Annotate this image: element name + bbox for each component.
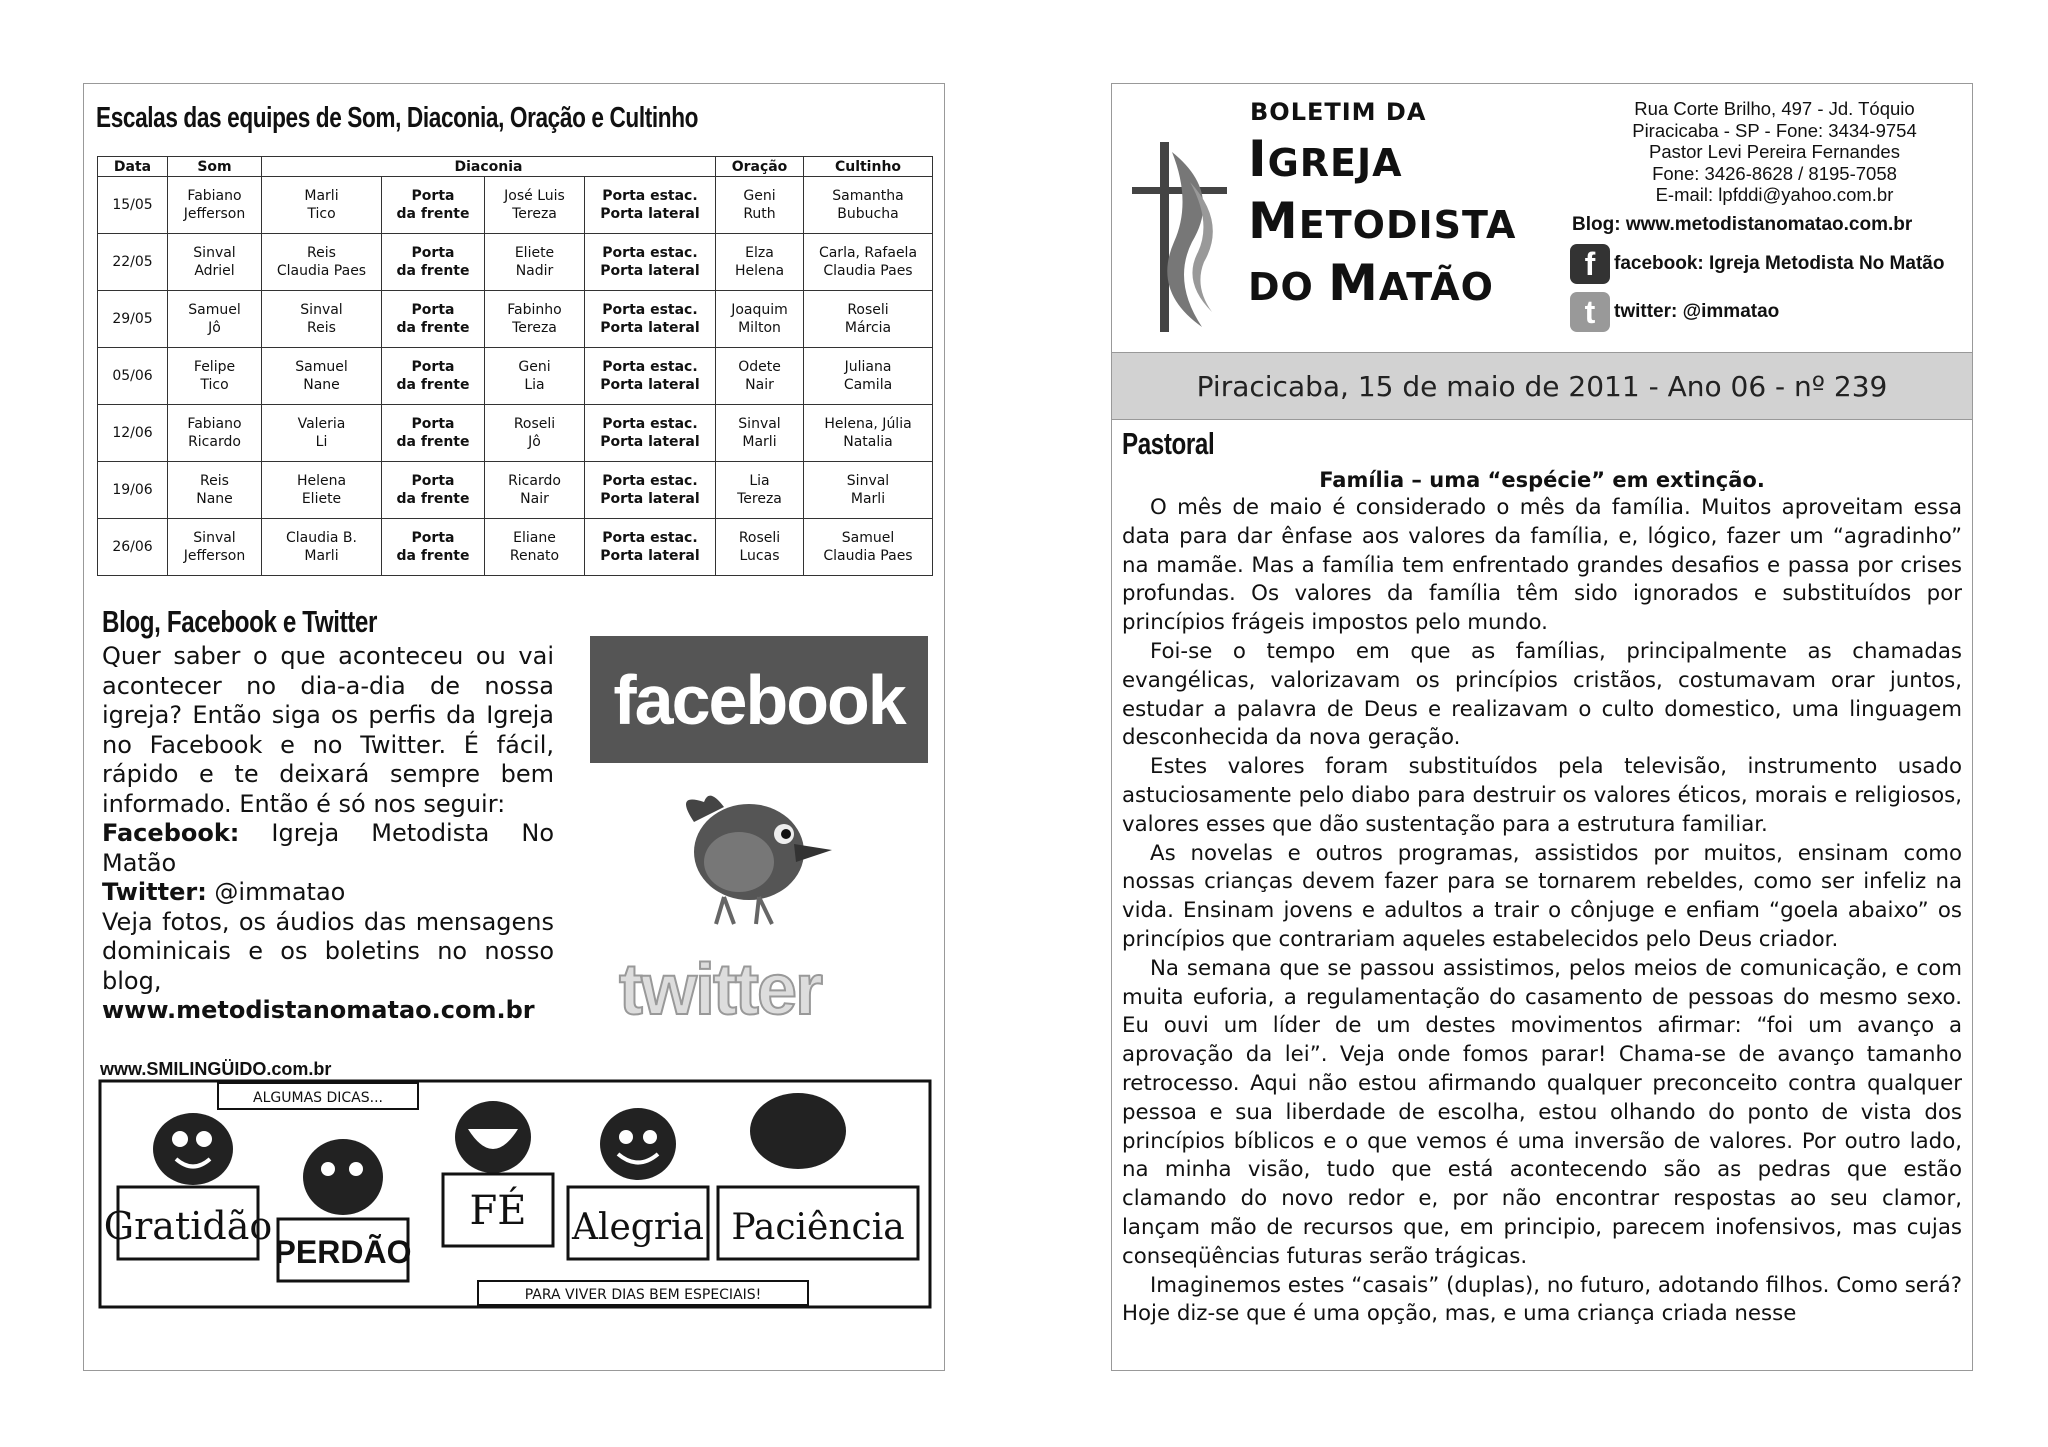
cell-d4 (585, 348, 716, 405)
cell-line: Reis (200, 473, 229, 489)
twitter-link-text: twitter: @immatao (1614, 301, 1780, 322)
title-metodista-cap: M (1248, 192, 1299, 250)
cell-d3 (485, 519, 585, 576)
cell-oracao (716, 462, 804, 519)
article-paragraph: O mês de maio é considerado o mês da família. Muitos aproveitam essa data para dar ênfase aos valores da família, e, lógico, fazer um “agradinho” na mamãe. Mas a família tem enfrentado grandes desafios e passa por crises profundas. Os valores da família têm sido ignorados e substituídos por princípios frágeis impostos pelo mundo. (1122, 495, 1962, 636)
cell-d2 (382, 519, 485, 576)
title-igreja (1248, 130, 1403, 188)
cell-date: 05/06 (98, 348, 168, 405)
cell-line: Marli (304, 548, 339, 564)
cell-line: Marli (304, 188, 339, 204)
cell-line: Joaquim (731, 302, 788, 318)
cell-line: Jô (528, 434, 541, 450)
cell-line: Sinval (738, 416, 781, 432)
sign-gratidao: Gratidão (103, 1204, 273, 1248)
cell-line: Porta estac. (602, 245, 698, 261)
cell-line: Porta lateral (600, 320, 700, 336)
schedule-body (98, 177, 933, 576)
cell-line: da frente (396, 377, 470, 393)
cell-line: Helena, Júlia (824, 416, 912, 432)
cell-line: Porta estac. (602, 188, 698, 204)
cell-som (168, 348, 262, 405)
cell-line: Porta lateral (600, 434, 700, 450)
sign-alegria: Alegria (571, 1207, 705, 1248)
cell-d2 (382, 291, 485, 348)
cell-line: Porta (411, 530, 455, 546)
cell-line: Nair (520, 491, 549, 507)
cell-line: Lucas (739, 548, 780, 564)
cell-oracao (716, 234, 804, 291)
title-do: DO (1248, 265, 1329, 309)
article-body (1122, 494, 1962, 1329)
twitter-logo-text: twitter (619, 950, 821, 1030)
cell-line: Carla, Rafaela (818, 245, 918, 261)
facebook-label: Facebook: (102, 819, 240, 847)
cell-line: Porta estac. (602, 302, 698, 318)
title-igreja-rest: GREJA (1267, 141, 1403, 185)
schedule-title: Escalas das equipes de Som, Diaconia, Oração e Cultinho (96, 102, 699, 134)
table-header-row (98, 157, 933, 177)
cell-som (168, 234, 262, 291)
blog-twitter-line (102, 878, 554, 908)
article-paragraph: Imaginemos estes “casais” (duplas), no futuro, adotando filhos. Como será? Hoje diz-se que é uma opção, mas, e uma criança criada nesse (1122, 1272, 1962, 1327)
cell-line: Elza (745, 245, 774, 261)
cell-line: Porta lateral (600, 548, 700, 564)
cell-line: Eliane (513, 530, 556, 546)
contact-city-phone: Piracicaba - SP - Fone: 3434-9754 (1632, 119, 1917, 141)
cell-d4 (585, 234, 716, 291)
cell-d1 (262, 462, 382, 519)
cell-line: Renato (509, 548, 560, 564)
cell-line: Natalia (843, 434, 893, 450)
cell-line: Claudia Paes (823, 548, 913, 564)
cell-line: da frente (396, 548, 470, 564)
blog-url-text: www.metodistanomatao.com.br (102, 996, 535, 1024)
cell-d2 (382, 405, 485, 462)
left-page (83, 83, 945, 1371)
cell-d3 (485, 291, 585, 348)
cell-oracao (716, 291, 804, 348)
cell-d2 (382, 348, 485, 405)
table-row (98, 519, 933, 576)
cell-cultinho (804, 519, 933, 576)
cell-line: Lia (524, 377, 545, 393)
blog-intro: Quer saber o que aconteceu ou vai acontecer no dia-a-dia de nossa igreja? Então siga os perfis da Igreja no Facebook e no Twitter. É fácil, rápido e te deixará sempre bem informado. Então é só nos seguir: (102, 642, 554, 818)
cell-line: Nane (196, 491, 233, 507)
twitter-link[interactable] (1570, 292, 1779, 332)
cell-d1 (262, 348, 382, 405)
cell-line: Tereza (737, 491, 782, 507)
cell-line: Porta (411, 302, 455, 318)
cell-d3 (485, 462, 585, 519)
issue-date: Piracicaba, 15 de maio de 2011 - Ano 06 - nº 239 (1196, 369, 1888, 403)
cell-line: Camila (843, 377, 893, 393)
cell-som (168, 177, 262, 234)
table-row (98, 234, 933, 291)
cell-d2 (382, 177, 485, 234)
cell-date: 12/06 (98, 405, 168, 462)
title-igreja-cap: I (1248, 130, 1268, 188)
cell-cultinho (804, 291, 933, 348)
comic-site: www.SMILINGÜIDO.com.br (100, 1059, 332, 1079)
cell-line: Felipe (193, 359, 236, 375)
cell-som (168, 519, 262, 576)
title-matao-cap: M (1328, 254, 1379, 312)
cell-line: Reis (307, 320, 336, 336)
cell-line: Samuel (188, 302, 241, 318)
cell-line: Ruth (743, 206, 776, 222)
article-paragraph: Estes valores foram substituídos pela televisão, instrumento usado astuciosamente pelo diabo para destruir os valores éticos, morais e religiosos, valores esses que dão sustentação para a estrutura familiar. (1122, 754, 1962, 837)
cell-line: Fabiano (187, 188, 242, 204)
issue-date-bar (1112, 352, 1972, 420)
cell-line: Nane (303, 377, 340, 393)
cell-line: Claudia B. (286, 530, 357, 546)
cell-date: 15/05 (98, 177, 168, 234)
facebook-logo-text: facebook (613, 660, 905, 739)
twitter-icon: t (1570, 292, 1610, 332)
cell-line: Tico (200, 377, 229, 393)
cell-line: Eliete (514, 245, 555, 261)
cell-line: Geni (518, 359, 551, 375)
title-matao-rest: ATÃO (1378, 265, 1494, 309)
cell-line: Claudia Paes (276, 263, 367, 279)
table-row (98, 348, 933, 405)
cell-d3 (485, 234, 585, 291)
cell-line: Sinval (193, 245, 236, 261)
title-metodista-rest: ETODISTA (1298, 203, 1517, 247)
header-cultinho: Cultinho (804, 157, 933, 177)
cell-line: Porta lateral (600, 206, 700, 222)
cell-line: Porta (411, 188, 455, 204)
cell-line: Claudia Paes (823, 263, 913, 279)
cell-line: Helena (734, 263, 785, 279)
facebook-logo (590, 636, 928, 763)
cell-line: Lia (749, 473, 770, 489)
facebook-link-text: facebook: Igreja Metodista No Matão (1614, 253, 1945, 274)
title-do-matao (1248, 254, 1494, 312)
cell-cultinho (804, 177, 933, 234)
cell-cultinho (804, 462, 933, 519)
schedule-table (97, 156, 933, 576)
table-row (98, 405, 933, 462)
contact-email: E-mail: lpfddi@yahoo.com.br (1655, 184, 1894, 205)
comic-strip (98, 1059, 932, 1309)
article-paragraph: Foi-se o tempo em que as famílias, principalmente as chamadas evangélicas, valorizavam os princípios cristãos, costumavam orar juntos, estudar a palavra de Deus e realizavam o culto domestico, uma linguagem desconhecida da nova geração. (1122, 638, 1962, 751)
cell-line: Porta estac. (602, 473, 698, 489)
cell-oracao (716, 348, 804, 405)
cell-d4 (585, 405, 716, 462)
twitter-value: @immatao (206, 878, 346, 906)
blog-link[interactable]: Blog: www.metodistanomatao.com.br (1572, 214, 1913, 235)
cell-line: Adriel (194, 263, 235, 279)
article-title: Família – uma “espécie” em extinção. (1319, 468, 1765, 492)
contact-pastor-phone: Fone: 3426-8628 / 8195-7058 (1652, 162, 1897, 184)
bulletin-label: BOLETIM DA (1250, 98, 1427, 126)
cell-d1 (262, 519, 382, 576)
contact-address: Rua Corte Brilho, 497 - Jd. Tóquio (1634, 98, 1915, 119)
cell-oracao (716, 405, 804, 462)
cell-d4 (585, 291, 716, 348)
cell-line: Nadir (515, 263, 554, 279)
sign-perdao: PERDÃO (274, 1234, 412, 1270)
cell-line: Porta (411, 245, 455, 261)
cell-line: Ricardo (188, 434, 241, 450)
cell-line: da frente (396, 263, 470, 279)
cell-line: Valeria (297, 416, 346, 432)
cell-som (168, 291, 262, 348)
cell-d3 (485, 348, 585, 405)
cell-d4 (585, 177, 716, 234)
comic-caption-bottom: PARA VIVER DIAS BEM ESPECIAIS! (524, 1287, 762, 1303)
cell-cultinho (804, 348, 933, 405)
cell-date: 22/05 (98, 234, 168, 291)
contact-pastor: Pastor Levi Pereira Fernandes (1649, 141, 1900, 162)
cell-date: 29/05 (98, 291, 168, 348)
cell-line: Ricardo (508, 473, 561, 489)
cell-line: Marli (850, 491, 886, 507)
cell-line: Porta (411, 473, 455, 489)
cell-d4 (585, 462, 716, 519)
cell-line: Roseli (738, 530, 781, 546)
cell-line: Jô (208, 320, 221, 336)
title-metodista (1248, 192, 1516, 250)
cell-line: Tico (307, 206, 336, 222)
blog-url (102, 996, 554, 1026)
header-data: Data (98, 157, 168, 177)
facebook-icon: f (1570, 244, 1610, 284)
cell-date: 19/06 (98, 462, 168, 519)
article-paragraph: Na semana que se passou assistimos, pelos meios de comunicação, e com muita euforia, a regulamentação do casamento de pessoas do mesmo sexo. Eu ouvi um líder de um destes movimentos afirmar: “foi um avanço a aprovação da lei”. Veja onde fomos parar! Chama-se de avanço tamanho retrocesso. Aqui não estou afirmando qualquer preconceito contra qualquer pessoa e sua liberdade de escolha, estou olhando do ponto de vista dos princípios bíblicos e o que vemos é uma inversão de valores. Por outro lado, na minha visão, tudo que está acontecendo são as pedras que estão clamando do novo redor e, por não encontrar respostas ao seu clamor, lançam mão de recursos que, em principio, parecem inofensivos, mas cujas conseqüências futuras serão trágicas. (1122, 955, 1962, 1269)
cell-line: da frente (396, 434, 470, 450)
cell-line: Samuel (841, 530, 895, 546)
blog-facebook-line (102, 819, 554, 878)
table-row (98, 462, 933, 519)
cell-line: Odete (738, 359, 781, 375)
cell-line: Eliete (301, 491, 342, 507)
cell-line: Porta lateral (600, 491, 700, 507)
cell-d3 (485, 177, 585, 234)
cell-som (168, 462, 262, 519)
cell-cultinho (804, 405, 933, 462)
pastoral-title: Pastoral (1122, 426, 1215, 461)
cell-line: Li (315, 434, 328, 450)
cell-oracao (716, 519, 804, 576)
cell-line: Roseli (847, 302, 889, 318)
cell-line: Sinval (300, 302, 343, 318)
cell-line: Porta lateral (600, 377, 700, 393)
facebook-value: Igreja Metodista No Matão (102, 819, 554, 877)
cell-oracao (716, 177, 804, 234)
blog-text (102, 642, 554, 1026)
cell-line: Samantha (832, 188, 904, 204)
cell-line: Fabinho (507, 302, 562, 318)
cell-som (168, 405, 262, 462)
cell-d2 (382, 234, 485, 291)
twitter-bird-icon (664, 782, 844, 932)
cell-line: Samuel (295, 359, 348, 375)
cell-date: 26/06 (98, 519, 168, 576)
cell-d1 (262, 405, 382, 462)
cell-line: Tereza (512, 320, 557, 336)
cell-line: Marli (742, 434, 777, 450)
cell-cultinho (804, 234, 933, 291)
cell-line: da frente (396, 206, 470, 222)
contact-info (1582, 98, 1967, 206)
cell-line: Juliana (844, 359, 892, 375)
comic-caption-top: ALGUMAS DICAS... (253, 1090, 383, 1106)
cell-line: Porta estac. (602, 416, 698, 432)
cell-line: Porta estac. (602, 359, 698, 375)
header-diaconia: Diaconia (262, 157, 716, 177)
cell-line: da frente (396, 320, 470, 336)
cell-line: Geni (743, 188, 776, 204)
facebook-link[interactable] (1570, 244, 1944, 284)
cell-d1 (262, 234, 382, 291)
header-som: Som (168, 157, 262, 177)
cell-line: Sinval (846, 473, 890, 489)
cell-line: Nair (745, 377, 774, 393)
cell-line: da frente (396, 491, 470, 507)
cell-line: Reis (307, 245, 336, 261)
cell-line: Porta lateral (600, 263, 700, 279)
right-page (1111, 83, 1973, 1371)
cell-line: Jefferson (183, 548, 246, 564)
cell-line: Tereza (512, 206, 557, 222)
cell-line: Sinval (193, 530, 236, 546)
cell-line: Milton (738, 320, 781, 336)
blog-section-title: Blog, Facebook e Twitter (102, 604, 378, 639)
cross-flame-logo-icon (1132, 142, 1232, 332)
article-paragraph: As novelas e outros programas, assistidos por muitos, ensinam como nossas crianças devem fazer para se tornarem rebeldes, como ser infeliz na vida. Ensinam jovens e adultos a trair o cônjuge e enfiam “goela abaixo” os princípios que contrariam aqueles estabelecidos pelo Deus criador. (1122, 840, 1962, 952)
cell-line: Márcia (844, 320, 892, 336)
cell-line: Porta (411, 359, 455, 375)
cell-d1 (262, 177, 382, 234)
cell-line: José Luis (504, 188, 565, 204)
cell-line: Bubucha (837, 206, 899, 222)
cell-d3 (485, 405, 585, 462)
cell-d4 (585, 519, 716, 576)
cell-line: Fabiano (187, 416, 242, 432)
table-row (98, 177, 933, 234)
blog-outro: Veja fotos, os áudios das mensagens dominicais e os boletins no nosso blog, (102, 907, 554, 995)
header-oracao: Oração (716, 157, 804, 177)
twitter-label: Twitter: (102, 878, 207, 906)
table-row (98, 291, 933, 348)
cell-line: Porta estac. (602, 530, 698, 546)
sign-paciencia: Paciência (731, 1207, 905, 1248)
sign-fe: FÉ (469, 1188, 527, 1234)
cell-d1 (262, 291, 382, 348)
cell-line: Roseli (513, 416, 556, 432)
cell-d2 (382, 462, 485, 519)
cell-line: Porta (411, 416, 455, 432)
cell-line: Helena (296, 473, 347, 489)
cell-line: Jefferson (183, 206, 246, 222)
